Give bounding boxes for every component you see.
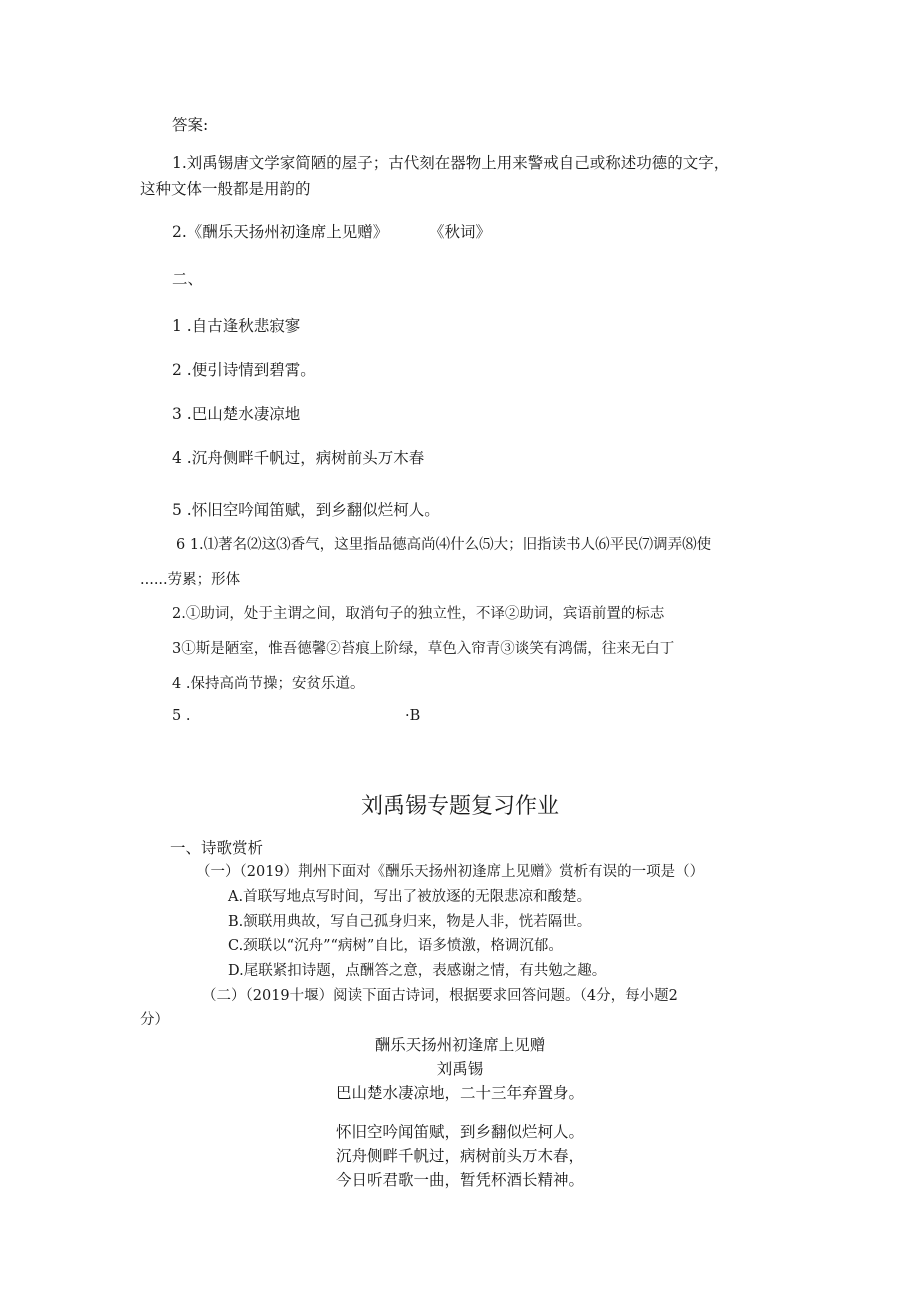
- poem-line: 怀旧空吟闻笛赋，到乡翻似烂柯人。: [335, 1123, 584, 1141]
- question-1-option-c: C.颈联以“沉舟”“病树”自比，语多愤激，格调沉郁。: [228, 938, 563, 954]
- section-6-item-1-line-1: 6 1.⑴著名⑵这⑶香气，这里指品德高尚⑷什么⑸大；旧指读书人⑹平民⑺调弄⑻使: [176, 537, 712, 553]
- section-2-item: 1 .自古逢秋悲寂寥: [172, 317, 301, 335]
- question-1-option-a: A.首联写地点写时间，写出了被放逐的无限悲凉和酸楚。: [228, 889, 592, 905]
- poem-author: 刘禹锡: [436, 1060, 484, 1078]
- section-6-item-5-answer: ·B: [405, 708, 421, 724]
- section-6-item-5-number: 5 .: [172, 708, 191, 724]
- section-2-item: 4 .沉舟侧畔千帆过，病树前头万木春: [172, 449, 425, 467]
- homework-title: 刘禹锡专题复习作业: [360, 794, 559, 819]
- answers-heading: 答案:: [172, 116, 209, 134]
- section-6-item-4: 4 .保持高尚节操；安贫乐道。: [172, 676, 365, 692]
- section-2-heading: 二、: [172, 270, 204, 288]
- question-1-stem: （一）（2019）荆州下面对《酬乐天扬州初逢席上见赠》赏析有误的一项是（）: [196, 864, 705, 880]
- question-1-option-d: D.尾联紧扣诗题，点酬答之意，表感谢之情，有共勉之趣。: [228, 963, 607, 979]
- poem-title: 酬乐天扬州初逢席上见赠: [374, 1036, 546, 1054]
- section-2-item: 2 .便引诗情到碧霄。: [172, 361, 316, 379]
- answer-item-2-poem-title: 2.《酬乐天扬州初逢席上见赠》: [172, 223, 389, 241]
- answer-item-1-line-1: 1.刘禹锡唐文学家简陋的屋子；古代刻在器物上用来警戒自己或称述功德的文字，: [172, 154, 730, 172]
- section-2-item: 5 .怀旧空吟闻笛赋，到乡翻似烂柯人。: [172, 501, 440, 519]
- section-6-item-2: 2.①助词，处于主谓之间，取消句子的独立性，不译②助词，宾语前置的标志: [172, 606, 665, 622]
- answer-item-2-poem-title-2: 《秋词》: [429, 223, 492, 241]
- question-2-stem-line-2: 分）: [140, 1012, 169, 1028]
- poem-line: 今日听君歌一曲，暂凭杯酒长精神。: [335, 1171, 584, 1189]
- poem-line: 沉舟侧畔千帆过，病树前头万木春，: [335, 1147, 584, 1165]
- homework-section-1-heading: 一、诗歌赏析: [170, 839, 264, 857]
- section-2-item: 3 .巴山楚水凄凉地: [172, 405, 301, 423]
- question-1-option-b: B.颔联用典故，写自己孤身归来，物是人非，恍若隔世。: [228, 914, 592, 930]
- question-2-stem-line-1: （二）（2019十堰）阅读下面古诗词，根据要求回答问题。（4分，每小题2: [202, 988, 678, 1004]
- section-6-item-1-line-2: ......劳累；形体: [140, 572, 241, 588]
- section-6-item-3: 3①斯是陋室，惟吾德馨②苔痕上阶绿，草色入帘青③谈笑有鸿儒，往来无白丁: [172, 641, 675, 657]
- answer-item-1-line-2: 这种文体一般都是用韵的: [140, 180, 311, 198]
- poem-line: 巴山楚水凄凉地，二十三年弃置身。: [335, 1084, 584, 1102]
